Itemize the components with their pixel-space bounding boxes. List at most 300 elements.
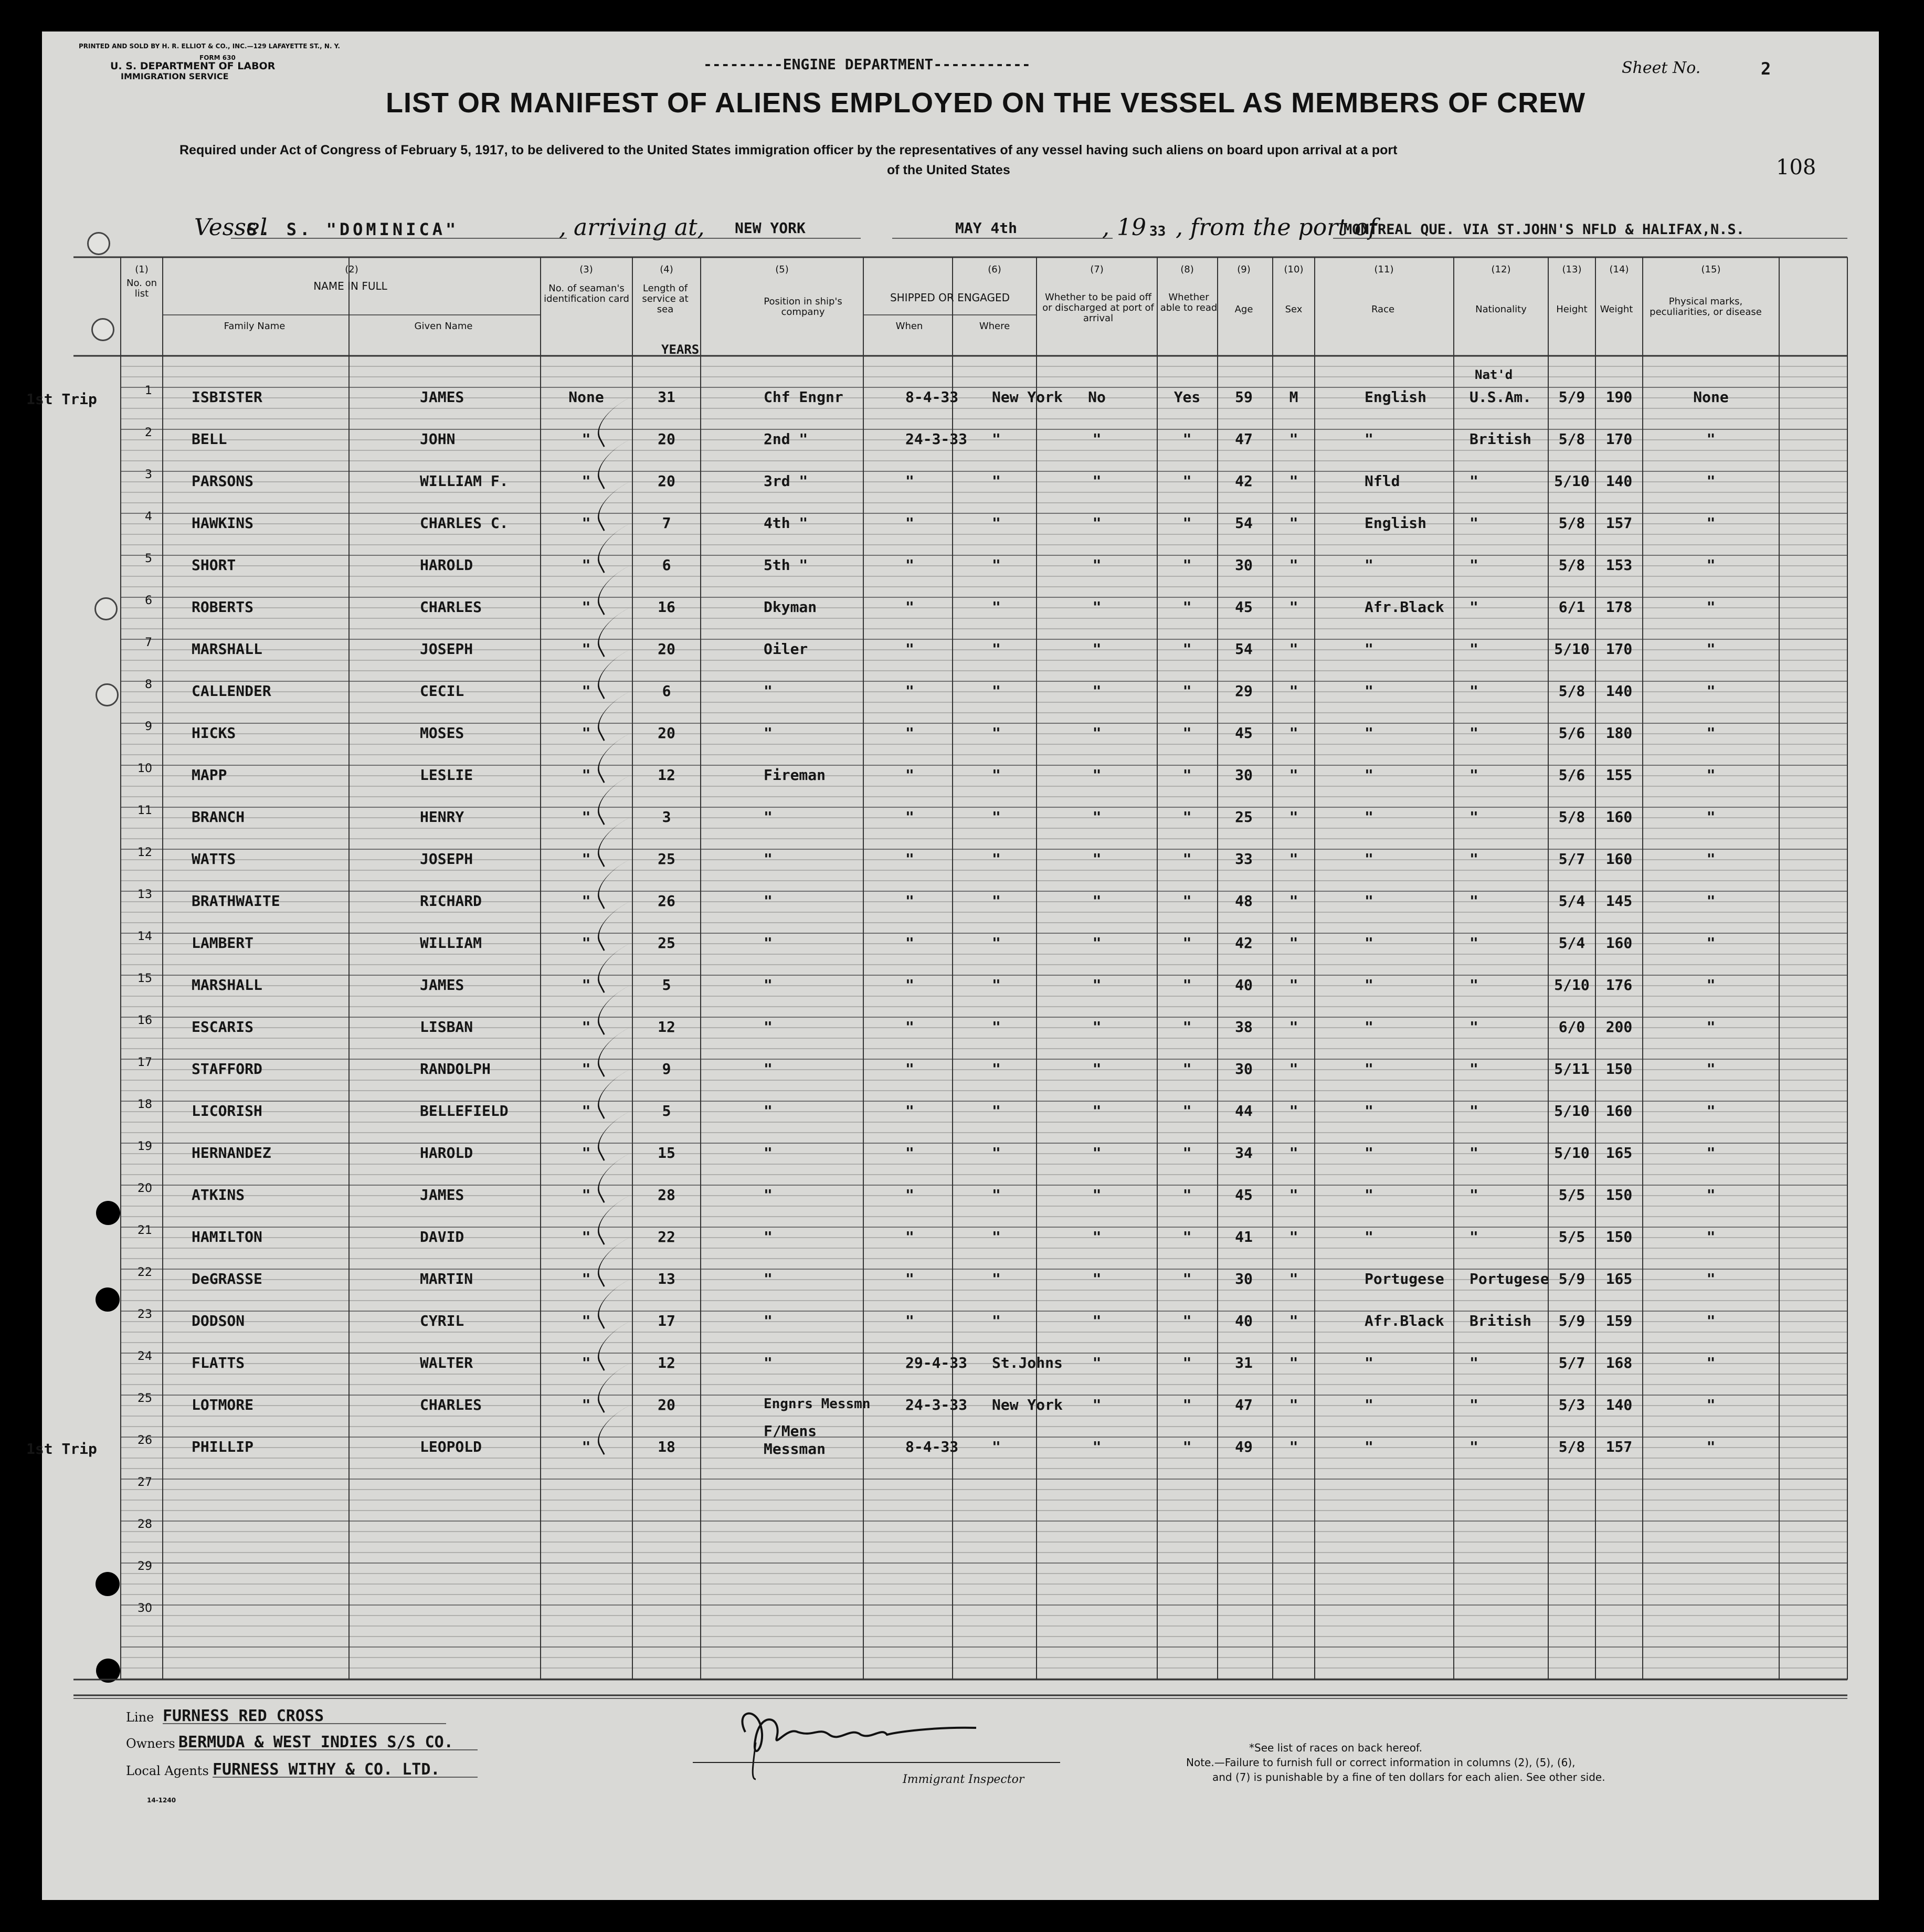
cell-card: " bbox=[582, 598, 591, 616]
cell-age: 30 bbox=[1235, 556, 1253, 574]
cell-given: RICHARD bbox=[420, 892, 482, 910]
cell-family: LOTMORE bbox=[192, 1396, 254, 1413]
cell-service: 13 bbox=[658, 1270, 675, 1287]
cell-marks: " bbox=[1706, 1438, 1716, 1455]
column-number: (1) bbox=[135, 264, 149, 275]
cell-weight: 140 bbox=[1605, 682, 1633, 700]
cell-age: 31 bbox=[1235, 1354, 1253, 1371]
cell-position: " bbox=[764, 1186, 773, 1203]
column-number: (6) bbox=[988, 264, 1001, 275]
cell-position: 2nd " bbox=[764, 430, 808, 448]
cell-height: 5/9 bbox=[1558, 1312, 1585, 1329]
cell-marks: None bbox=[1693, 388, 1729, 406]
arriving-label: , arriving at, bbox=[559, 214, 705, 241]
document-subtitle-cont: of the United States bbox=[887, 163, 1010, 177]
cell-where: " bbox=[992, 640, 1001, 658]
cell-family: HAWKINS bbox=[192, 514, 254, 532]
form-code: 14-1240 bbox=[147, 1797, 176, 1804]
cell-family: DeGRASSE bbox=[192, 1270, 262, 1287]
cell-given: JOSEPH bbox=[420, 850, 473, 868]
header-family-name: Family Name bbox=[224, 321, 286, 332]
cell-where: " bbox=[992, 934, 1001, 952]
arrival-port: NEW YORK bbox=[735, 219, 806, 237]
agents-value: FURNESS WITHY & CO. LTD. bbox=[213, 1760, 440, 1779]
cell-family: BELL bbox=[192, 430, 227, 448]
cell-race: " bbox=[1365, 1144, 1373, 1162]
header-age: Age bbox=[1234, 304, 1253, 315]
cell-sex: " bbox=[1289, 1438, 1298, 1455]
cell-card: " bbox=[582, 1102, 591, 1120]
cell-given: JAMES bbox=[420, 976, 464, 994]
cell-where: " bbox=[992, 472, 1001, 490]
cell-height: 5/10 bbox=[1554, 472, 1590, 490]
cell-when: " bbox=[905, 808, 914, 826]
header-height: Height bbox=[1556, 304, 1588, 315]
cell-where: " bbox=[992, 1060, 1001, 1078]
cell-service: 26 bbox=[658, 892, 675, 910]
penalty-note-line2: and (7) is punishable by a fine of ten dollars for each alien. See other side. bbox=[1212, 1771, 1605, 1783]
cell-age: 45 bbox=[1235, 1186, 1253, 1203]
cell-family: HAMILTON bbox=[192, 1228, 262, 1245]
department-name: U. S. DEPARTMENT OF LABOR bbox=[110, 60, 276, 72]
cell-nationality: " bbox=[1470, 766, 1478, 784]
cell-sex: " bbox=[1289, 1144, 1298, 1162]
cell-family: PHILLIP bbox=[192, 1438, 254, 1455]
cell-read: " bbox=[1182, 556, 1192, 574]
cell-read: " bbox=[1182, 892, 1192, 910]
cell-nationality: " bbox=[1470, 682, 1478, 700]
cell-race: " bbox=[1365, 766, 1373, 784]
cell-race: " bbox=[1365, 808, 1373, 826]
from-port: MONTREAL QUE. VIA ST.JOHN'S NFLD & HALIFAX,N.S. bbox=[1344, 221, 1745, 238]
cell-sex: " bbox=[1289, 598, 1298, 616]
cell-marks: " bbox=[1706, 1270, 1716, 1287]
cell-weight: 200 bbox=[1605, 1018, 1633, 1036]
cell-no: 12 bbox=[138, 846, 152, 859]
cell-age: 47 bbox=[1235, 430, 1253, 448]
cell-service: 9 bbox=[662, 1060, 671, 1078]
cell-when: 8-4-33 bbox=[905, 388, 959, 406]
cell-given: CHARLES bbox=[420, 598, 482, 616]
owners-label: Owners bbox=[126, 1736, 175, 1751]
cell-marks: " bbox=[1706, 1312, 1716, 1329]
cell-service: 31 bbox=[658, 388, 675, 406]
column-number: (5) bbox=[775, 264, 789, 275]
cell-weight: 157 bbox=[1605, 514, 1633, 532]
cell-trip: 1st Trip bbox=[26, 1440, 97, 1458]
cell-service: 20 bbox=[658, 724, 675, 742]
cell-height: 5/10 bbox=[1554, 640, 1590, 658]
cell-card: " bbox=[582, 1438, 591, 1455]
cell-age: 33 bbox=[1235, 850, 1253, 868]
cell-service: 6 bbox=[662, 682, 671, 700]
cell-service: 20 bbox=[658, 1396, 675, 1413]
race-note: *See list of races on back hereof. bbox=[1249, 1741, 1422, 1754]
cell-weight: 153 bbox=[1605, 556, 1633, 574]
cell-when: 8-4-33 bbox=[905, 1438, 959, 1455]
sheet-number: 2 bbox=[1761, 59, 1771, 79]
cell-race: " bbox=[1365, 892, 1373, 910]
cell-read: " bbox=[1182, 430, 1192, 448]
cell-where: " bbox=[992, 682, 1001, 700]
cell-paid: No bbox=[1088, 388, 1106, 406]
column-number: (2) bbox=[345, 264, 358, 275]
cell-where: " bbox=[992, 766, 1001, 784]
cell-height: 6/1 bbox=[1558, 598, 1585, 616]
cell-no: 15 bbox=[138, 972, 152, 985]
column-number: (9) bbox=[1237, 264, 1251, 275]
cell-when: " bbox=[905, 850, 914, 868]
cell-card: " bbox=[582, 1270, 591, 1287]
cell-given: JOSEPH bbox=[420, 640, 473, 658]
cell-race: English bbox=[1365, 388, 1427, 406]
cell-paid: " bbox=[1092, 1354, 1102, 1371]
cell-read: " bbox=[1182, 598, 1192, 616]
cell-service: 25 bbox=[658, 850, 675, 868]
column-number: (10) bbox=[1284, 264, 1304, 275]
cell-sex: M bbox=[1289, 388, 1298, 406]
cell-service: 20 bbox=[658, 430, 675, 448]
cell-paid: " bbox=[1092, 934, 1102, 952]
cell-when: " bbox=[905, 976, 914, 994]
cell-where: " bbox=[992, 1102, 1001, 1120]
cell-given: LEOPOLD bbox=[420, 1438, 482, 1455]
cell-position: " bbox=[764, 976, 773, 994]
cell-card: " bbox=[582, 472, 591, 490]
cell-when: " bbox=[905, 1144, 914, 1162]
cell-read: " bbox=[1182, 514, 1192, 532]
cell-weight: 155 bbox=[1605, 766, 1633, 784]
cell-nationality: " bbox=[1470, 1186, 1478, 1203]
cell-where: " bbox=[992, 1018, 1001, 1036]
cell-weight: 140 bbox=[1605, 1396, 1633, 1413]
cell-race: " bbox=[1365, 1438, 1373, 1455]
cell-position: " bbox=[764, 1060, 773, 1078]
cell-height: 5/9 bbox=[1558, 1270, 1585, 1287]
cell-no: 24 bbox=[138, 1350, 152, 1363]
cell-age: 54 bbox=[1235, 514, 1253, 532]
cell-marks: " bbox=[1706, 1354, 1716, 1371]
cell-no: 3 bbox=[145, 468, 152, 481]
cell-when: 29-4-33 bbox=[905, 1354, 968, 1371]
header-able-read: Whether able to read bbox=[1160, 292, 1218, 313]
cell-service: 18 bbox=[658, 1438, 675, 1455]
cell-nationality: " bbox=[1470, 1018, 1478, 1036]
cell-paid: " bbox=[1092, 556, 1102, 574]
cell-card: " bbox=[582, 640, 591, 658]
cell-when: " bbox=[905, 598, 914, 616]
cell-paid: " bbox=[1092, 850, 1102, 868]
cell-paid: " bbox=[1092, 1438, 1102, 1455]
header-sex: Sex bbox=[1285, 304, 1303, 315]
cell-no: 7 bbox=[145, 636, 152, 649]
cell-nationality: British bbox=[1470, 1312, 1532, 1329]
cell-card: None bbox=[568, 388, 604, 406]
cell-service: 28 bbox=[658, 1186, 675, 1203]
header-length-service: Length of service at sea bbox=[642, 283, 689, 315]
cell-weight: 160 bbox=[1605, 1102, 1633, 1120]
cell-no: 30 bbox=[138, 1602, 152, 1615]
cell-marks: " bbox=[1706, 724, 1716, 742]
cell-where: " bbox=[992, 556, 1001, 574]
cell-read: " bbox=[1182, 1018, 1192, 1036]
cell-given: RANDOLPH bbox=[420, 1060, 491, 1078]
cell-when: " bbox=[905, 724, 914, 742]
cell-no: 27 bbox=[138, 1476, 152, 1489]
cell-marks: " bbox=[1706, 1102, 1716, 1120]
cell-no: 6 bbox=[145, 594, 152, 607]
cell-no: 18 bbox=[138, 1098, 152, 1111]
cell-age: 40 bbox=[1235, 976, 1253, 994]
cell-weight: 150 bbox=[1605, 1186, 1633, 1203]
cell-given: MARTIN bbox=[420, 1270, 473, 1287]
cell-family: ROBERTS bbox=[192, 598, 254, 616]
cell-card: " bbox=[582, 976, 591, 994]
cell-race: " bbox=[1365, 934, 1373, 952]
cell-where: " bbox=[992, 1438, 1001, 1455]
cell-when: " bbox=[905, 1228, 914, 1245]
cell-paid: " bbox=[1092, 892, 1102, 910]
page-number: 108 bbox=[1776, 155, 1816, 180]
cell-family: CALLENDER bbox=[192, 682, 271, 700]
cell-paid: " bbox=[1092, 472, 1102, 490]
cell-sex: " bbox=[1289, 1186, 1298, 1203]
cell-race: " bbox=[1365, 640, 1373, 658]
cell-where: " bbox=[992, 1144, 1001, 1162]
cell-paid: " bbox=[1092, 1270, 1102, 1287]
cell-no: 16 bbox=[138, 1014, 152, 1027]
cell-height: 5/8 bbox=[1558, 808, 1585, 826]
cell-paid: " bbox=[1092, 1102, 1102, 1120]
cell-trip: 1st Trip bbox=[26, 390, 97, 408]
cell-nationality: " bbox=[1470, 1354, 1478, 1371]
cell-nationality: Portugese bbox=[1470, 1270, 1549, 1287]
cell-race: " bbox=[1365, 1396, 1373, 1413]
cell-when: " bbox=[905, 1186, 914, 1203]
cell-no: 2 bbox=[145, 426, 152, 439]
cell-nationality: " bbox=[1470, 598, 1478, 616]
cell-given: WALTER bbox=[420, 1354, 473, 1371]
cell-sex: " bbox=[1289, 766, 1298, 784]
cell-given: WILLIAM F. bbox=[420, 472, 509, 490]
cell-read: " bbox=[1182, 1270, 1192, 1287]
year-prefix: , 19 bbox=[1102, 214, 1146, 241]
column-number: (3) bbox=[579, 264, 593, 275]
cell-sex: " bbox=[1289, 724, 1298, 742]
header-no-on-list: No. on list bbox=[126, 278, 157, 299]
cell-read: " bbox=[1182, 1396, 1192, 1413]
cell-marks: " bbox=[1706, 1396, 1716, 1413]
cell-marks: " bbox=[1706, 850, 1716, 868]
cell-family: BRANCH bbox=[192, 808, 245, 826]
cell-when: " bbox=[905, 892, 914, 910]
cell-height: 5/4 bbox=[1558, 892, 1585, 910]
cell-family: STAFFORD bbox=[192, 1060, 262, 1078]
cell-sex: " bbox=[1289, 472, 1298, 490]
cell-race: Afr.Black bbox=[1365, 598, 1444, 616]
cell-position: 4th " bbox=[764, 514, 808, 532]
cell-no: 19 bbox=[138, 1140, 152, 1153]
cell-service: 12 bbox=[658, 766, 675, 784]
cell-weight: 178 bbox=[1605, 598, 1633, 616]
cell-sex: " bbox=[1289, 1270, 1298, 1287]
cell-no: 17 bbox=[138, 1056, 152, 1069]
cell-age: 40 bbox=[1235, 1312, 1253, 1329]
cell-paid: " bbox=[1092, 1186, 1102, 1203]
cell-race: " bbox=[1365, 1018, 1373, 1036]
cell-nationality: " bbox=[1470, 1228, 1478, 1245]
cell-where: St.Johns bbox=[992, 1354, 1063, 1371]
cell-given: HAROLD bbox=[420, 556, 473, 574]
cell-position: " bbox=[764, 1102, 773, 1120]
cell-age: 30 bbox=[1235, 766, 1253, 784]
cell-read: " bbox=[1182, 1312, 1192, 1329]
cell-race: " bbox=[1365, 556, 1373, 574]
cell-card: " bbox=[582, 1060, 591, 1078]
cell-sex: " bbox=[1289, 430, 1298, 448]
cell-service: 6 bbox=[662, 556, 671, 574]
printer-line: PRINTED AND SOLD BY H. R. ELLIOT & CO., INC.—129 LAFAYETTE ST., N. Y. bbox=[79, 43, 340, 50]
cell-service: 7 bbox=[662, 514, 671, 532]
cell-where: " bbox=[992, 598, 1001, 616]
cell-paid: " bbox=[1092, 724, 1102, 742]
cell-read: Yes bbox=[1174, 388, 1201, 406]
cell-family: MARSHALL bbox=[192, 640, 262, 658]
cell-race: " bbox=[1365, 976, 1373, 994]
cell-read: " bbox=[1182, 976, 1192, 994]
cell-paid: " bbox=[1092, 682, 1102, 700]
cell-where: " bbox=[992, 1228, 1001, 1245]
cell-height: 5/3 bbox=[1558, 1396, 1585, 1413]
column-number: (14) bbox=[1609, 264, 1629, 275]
cell-marks: " bbox=[1706, 976, 1716, 994]
cell-where: " bbox=[992, 430, 1001, 448]
cell-age: 42 bbox=[1235, 934, 1253, 952]
cell-given: BELLEFIELD bbox=[420, 1102, 509, 1120]
cell-height: 5/8 bbox=[1558, 514, 1585, 532]
cell-position: " bbox=[764, 1144, 773, 1162]
cell-card: " bbox=[582, 682, 591, 700]
cell-weight: 157 bbox=[1605, 1438, 1633, 1455]
cell-read: " bbox=[1182, 850, 1192, 868]
cell-height: 5/7 bbox=[1558, 1354, 1585, 1371]
cell-when: " bbox=[905, 514, 914, 532]
section-label: ---------ENGINE DEPARTMENT----------- bbox=[703, 56, 1031, 73]
cell-given: LESLIE bbox=[420, 766, 473, 784]
cell-age: 30 bbox=[1235, 1060, 1253, 1078]
cell-height: 5/5 bbox=[1558, 1186, 1585, 1203]
vessel-label: Vessel bbox=[194, 214, 268, 241]
owners-value: BERMUDA & WEST INDIES S/S CO. bbox=[178, 1733, 453, 1751]
cell-card: " bbox=[582, 850, 591, 868]
cell-where: New York bbox=[992, 1396, 1063, 1413]
cell-position: Oiler bbox=[764, 640, 808, 658]
inspector-label: Immigrant Inspector bbox=[903, 1773, 1024, 1786]
cell-age: 59 bbox=[1235, 388, 1253, 406]
cell-card: " bbox=[582, 1396, 591, 1413]
cell-sex: " bbox=[1289, 556, 1298, 574]
cell-paid: " bbox=[1092, 1144, 1102, 1162]
cell-family: SHORT bbox=[192, 556, 236, 574]
cell-card: " bbox=[582, 808, 591, 826]
cell-marks: " bbox=[1706, 472, 1716, 490]
sheet-label: Sheet No. bbox=[1622, 59, 1701, 77]
cell-race: " bbox=[1365, 1354, 1373, 1371]
cell-paid: " bbox=[1092, 976, 1102, 994]
cell-height: 6/0 bbox=[1558, 1018, 1585, 1036]
cell-weight: 145 bbox=[1605, 892, 1633, 910]
cell-read: " bbox=[1182, 640, 1192, 658]
cell-card: " bbox=[582, 724, 591, 742]
cell-paid: " bbox=[1092, 1060, 1102, 1078]
cell-card: " bbox=[582, 1186, 591, 1203]
cell-no: 11 bbox=[138, 804, 152, 817]
cell-weight: 160 bbox=[1605, 850, 1633, 868]
cell-marks: " bbox=[1706, 766, 1716, 784]
cell-height: 5/10 bbox=[1554, 1102, 1590, 1120]
cell-no: 13 bbox=[138, 888, 152, 901]
cell-height: 5/10 bbox=[1554, 1144, 1590, 1162]
cell-card: " bbox=[582, 1312, 591, 1329]
cell-height: 5/10 bbox=[1554, 976, 1590, 994]
cell-age: 49 bbox=[1235, 1438, 1253, 1455]
cell-race: Afr.Black bbox=[1365, 1312, 1444, 1329]
cell-card: " bbox=[582, 1018, 591, 1036]
cell-age: 29 bbox=[1235, 682, 1253, 700]
cell-height: 5/8 bbox=[1558, 682, 1585, 700]
cell-service: 20 bbox=[658, 472, 675, 490]
cell-card: " bbox=[582, 892, 591, 910]
cell-position: Chf Engnr bbox=[764, 388, 843, 406]
cell-paid: " bbox=[1092, 598, 1102, 616]
cell-position: " bbox=[764, 724, 773, 742]
cell-service: 15 bbox=[658, 1144, 675, 1162]
cell-when: 24-3-33 bbox=[905, 430, 968, 448]
cell-given: CYRIL bbox=[420, 1312, 464, 1329]
cell-marks: " bbox=[1706, 934, 1716, 952]
cell-service: 17 bbox=[658, 1312, 675, 1329]
cell-height: 5/8 bbox=[1558, 430, 1585, 448]
cell-marks: " bbox=[1706, 556, 1716, 574]
cell-when: 24-3-33 bbox=[905, 1396, 968, 1413]
header-paid-off: Whether to be paid off or discharged at port of arrival bbox=[1042, 292, 1154, 324]
document-subtitle: Required under Act of Congress of February 5, 1917, to be delivered to the United States immigration officer by the representatives of any vessel having such aliens on board upon arrival at a port bbox=[179, 143, 1398, 157]
cell-given: MOSES bbox=[420, 724, 464, 742]
cell-paid: " bbox=[1092, 1018, 1102, 1036]
arrival-date: MAY 4th bbox=[955, 219, 1018, 237]
cell-when: " bbox=[905, 1060, 914, 1078]
cell-no: 21 bbox=[138, 1224, 152, 1237]
cell-family: PARSONS bbox=[192, 472, 254, 490]
cell-race: " bbox=[1365, 1228, 1373, 1245]
cell-where: " bbox=[992, 892, 1001, 910]
header-given-name: Given Name bbox=[414, 321, 473, 332]
cell-nationality: " bbox=[1470, 976, 1478, 994]
cell-position: " bbox=[764, 850, 773, 868]
cell-nationality: " bbox=[1470, 850, 1478, 868]
cell-card: " bbox=[582, 934, 591, 952]
cell-race: " bbox=[1365, 724, 1373, 742]
cell-service: 20 bbox=[658, 640, 675, 658]
cell-paid: " bbox=[1092, 514, 1102, 532]
cell-no: 4 bbox=[145, 510, 152, 523]
cell-card: " bbox=[582, 430, 591, 448]
cell-service: 3 bbox=[662, 808, 671, 826]
cell-no: 9 bbox=[145, 720, 152, 733]
cell-sex: " bbox=[1289, 1102, 1298, 1120]
cell-marks: " bbox=[1706, 892, 1716, 910]
cell-read: " bbox=[1182, 682, 1192, 700]
